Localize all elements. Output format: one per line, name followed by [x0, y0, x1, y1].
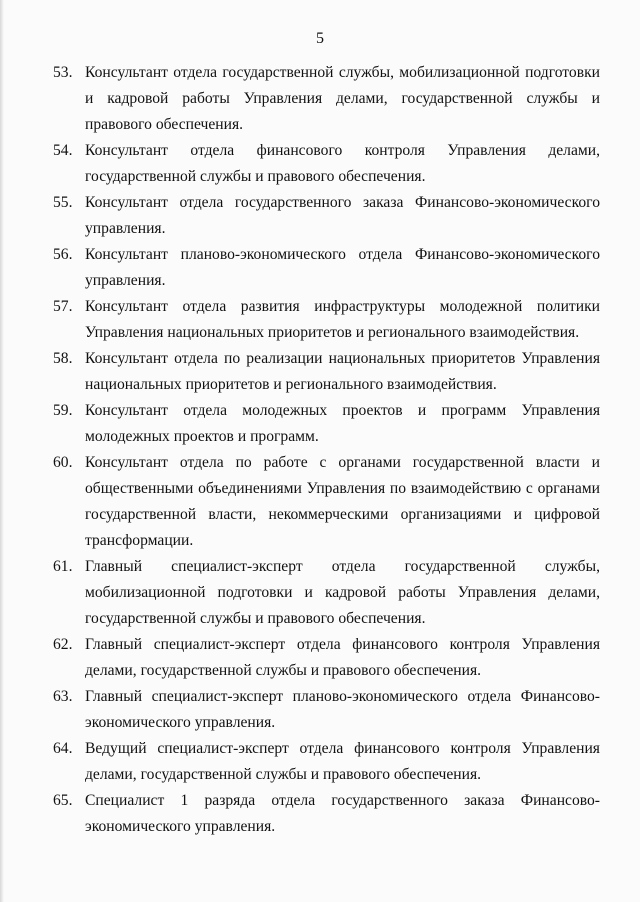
item-number: 65.	[53, 792, 73, 809]
item-number: 53.	[53, 64, 73, 81]
item-text: Главный специалист-эксперт отдела государственной службы, мобилизационной подготовки и кадровой работы Управления делами, государственной службы и правового обеспечения.	[85, 558, 600, 627]
item-text: Консультант отдела молодежных проектов и программ Управления молодежных проектов и программ.	[85, 402, 600, 445]
item-text: Ведущий специалист-эксперт отдела финансового контроля Управления делами, государственной службы и правового обеспечения.	[85, 740, 600, 783]
item-number: 64.	[53, 740, 73, 757]
list-item	[53, 632, 600, 684]
item-text: Консультант отдела по работе с органами государственной власти и общественными объединениями Управления по взаимодействию с органами государственной власти, некоммерческими организациями и цифровой трансформации.	[85, 454, 600, 549]
list-item	[53, 736, 600, 788]
list-item	[53, 450, 600, 554]
list-item	[53, 788, 600, 840]
item-number: 62.	[53, 636, 73, 653]
item-text: Главный специалист-эксперт отдела финансового контроля Управления делами, государственной службы и правового обеспечения.	[85, 636, 600, 679]
list-item	[53, 398, 600, 450]
item-text: Консультант отдела по реализации национальных приоритетов Управления национальных приоритетов и регионального взаимодействия.	[85, 350, 600, 393]
list-item	[53, 242, 600, 294]
item-text: Консультант отдела государственной службы, мобилизационной подготовки и кадровой работы Управления делами, государственной службы и правового обеспечения.	[85, 64, 600, 133]
list-item	[53, 294, 600, 346]
item-number: 58.	[53, 350, 73, 367]
item-number: 60.	[53, 454, 73, 471]
list-item	[53, 138, 600, 190]
list-item	[53, 190, 600, 242]
page-number: 5	[316, 30, 324, 47]
item-text: Консультант планово-экономического отдела Финансово-экономического управления.	[85, 246, 600, 289]
item-number: 56.	[53, 246, 73, 263]
list-item	[53, 60, 600, 138]
item-text: Специалист 1 разряда отдела государственного заказа Финансово-экономического управления.	[85, 792, 600, 835]
item-text: Консультант отдела финансового контроля Управления делами, государственной службы и правового обеспечения.	[85, 142, 600, 185]
item-number: 63.	[53, 688, 73, 705]
item-number: 57.	[53, 298, 73, 315]
item-number: 59.	[53, 402, 73, 419]
item-number: 54.	[53, 142, 73, 159]
item-text: Консультант отдела развития инфраструктуры молодежной политики Управления национальных приоритетов и регионального взаимодействия.	[85, 298, 600, 341]
item-text: Консультант отдела государственного заказа Финансово-экономического управления.	[85, 194, 600, 237]
list-item	[53, 554, 600, 632]
item-number: 61.	[53, 558, 73, 575]
list-item	[53, 346, 600, 398]
list-item	[53, 684, 600, 736]
item-number: 55.	[53, 194, 73, 211]
position-list	[53, 60, 600, 840]
scan-edge-shadow	[0, 0, 4, 902]
item-text: Главный специалист-эксперт планово-экономического отдела Финансово-экономического управления.	[85, 688, 600, 731]
